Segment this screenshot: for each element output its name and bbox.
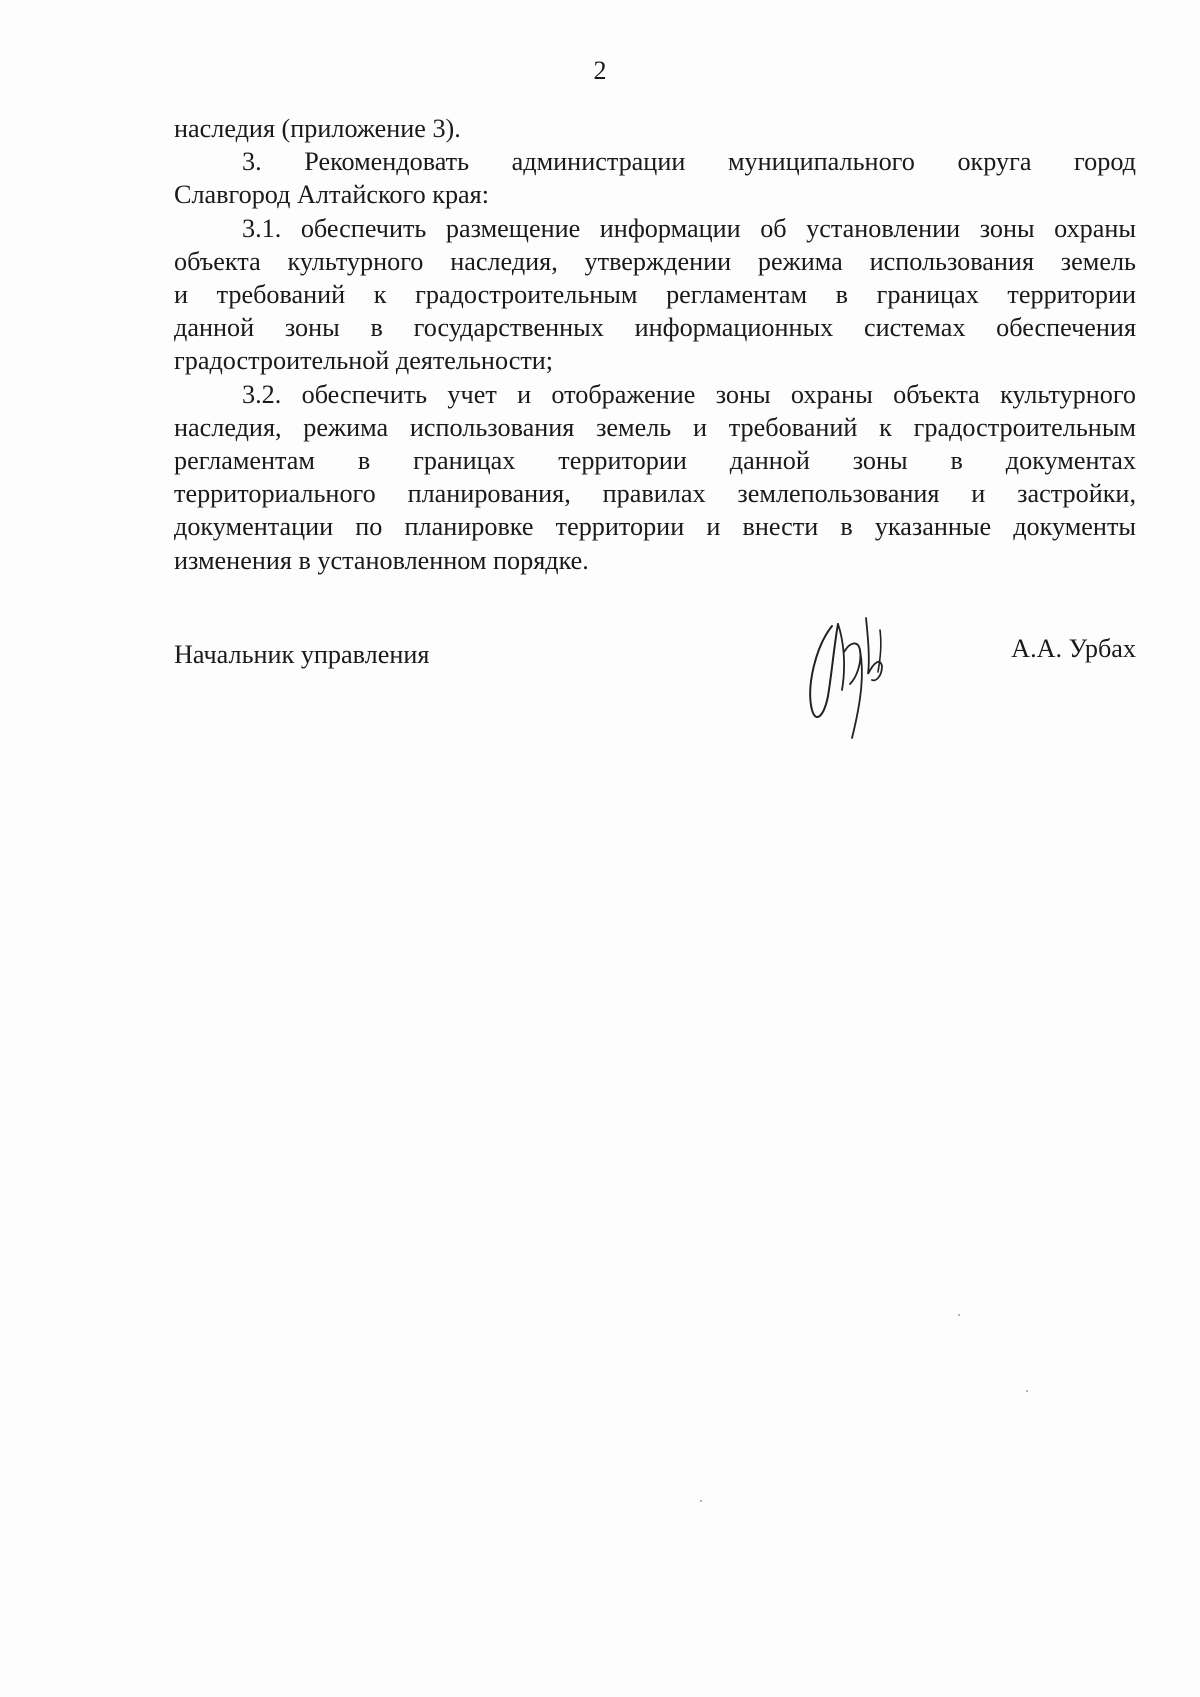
text-line: 3.2. обеспечить учет и отображение зоны охраны объекта культурного	[242, 379, 1136, 409]
text-line: Славгород Алтайского края:	[174, 180, 489, 210]
text-line: документации по планировке территории и внести в указанные документы	[174, 512, 1136, 542]
text-line: наследия, режима использования земель и требований к градостроительным	[174, 412, 1136, 442]
handwritten-signature	[794, 612, 894, 742]
text-line: данной зоны в государственных информационных системах обеспечения	[174, 313, 1136, 343]
page-number: 2	[593, 56, 607, 85]
text-line: градостроительной деятельности;	[174, 346, 554, 376]
signature-block	[174, 632, 1136, 752]
text-line: регламентам в границах территории данной зоны в документах	[174, 446, 1136, 476]
signer-title: Начальник управления	[174, 640, 430, 669]
document-body	[174, 112, 1136, 577]
text-line: изменения в установленном порядке.	[174, 545, 589, 575]
signer-name: А.А. Урбах	[1011, 634, 1136, 663]
text-line: 3. Рекомендовать администрации муниципального округа город	[242, 147, 1136, 177]
text-line: территориального планирования, правилах землепользования и застройки,	[174, 479, 1136, 509]
text-line: 3.1. обеспечить размещение информации об установлении зоны охраны	[242, 213, 1136, 243]
text-line: наследия (приложение 3).	[174, 114, 461, 143]
text-line: и требований к градостроительным регламентам в границах территории	[174, 280, 1136, 310]
scan-speck	[958, 1314, 960, 1316]
scan-speck	[1026, 1390, 1028, 1392]
scan-speck	[700, 1500, 702, 1502]
text-line: объекта культурного наследия, утверждении режима использования земель	[174, 246, 1136, 276]
